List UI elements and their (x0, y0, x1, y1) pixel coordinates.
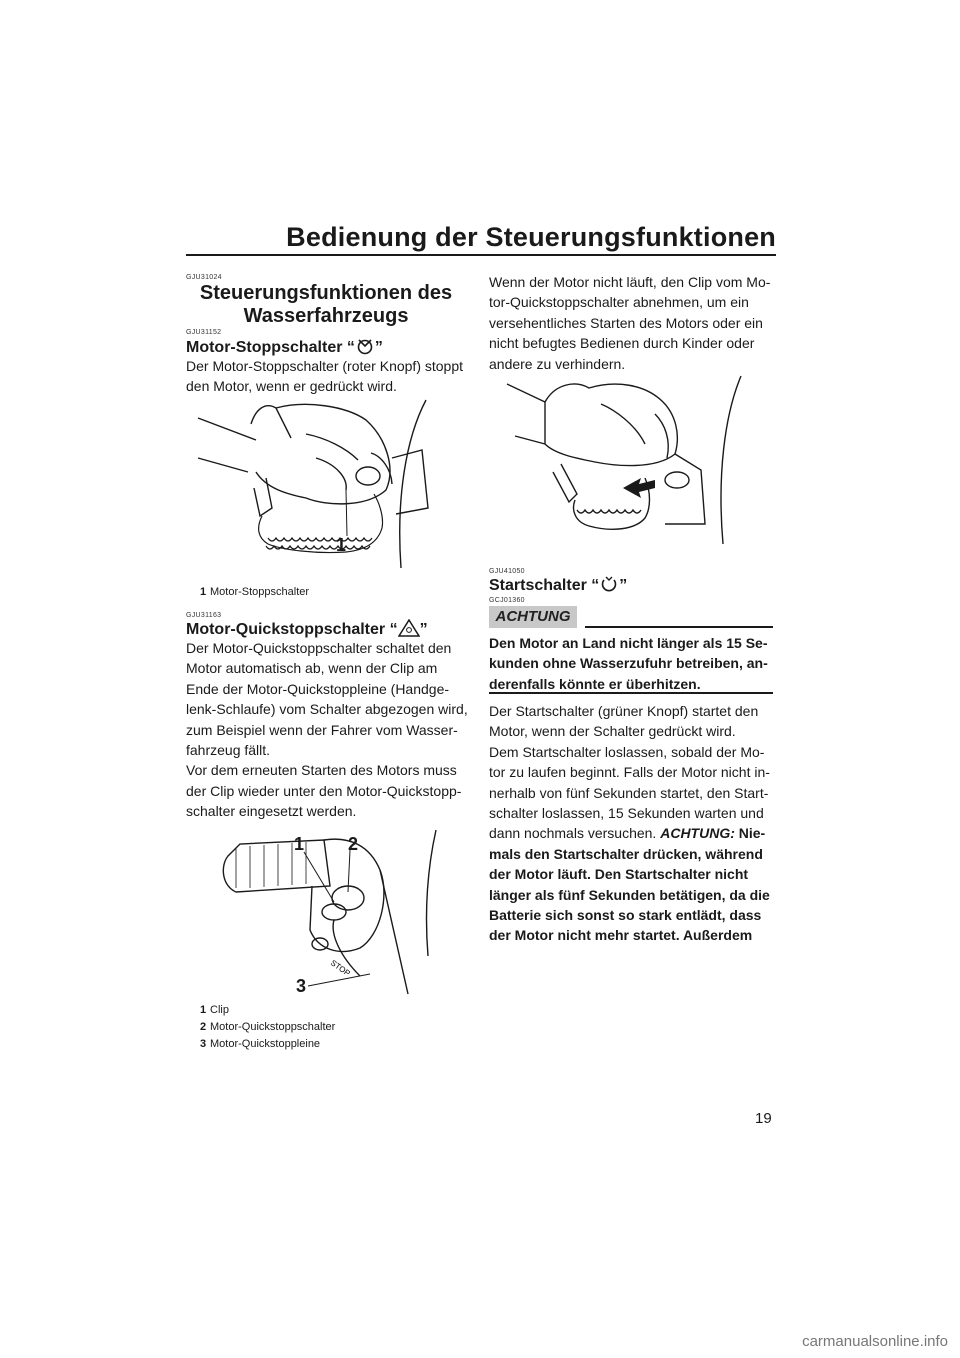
start-switch-heading-suffix: ” (619, 577, 628, 594)
start-body-line: schalter loslassen, 15 Sekunden warten und (489, 805, 764, 822)
clip-removal-illustration (505, 374, 750, 549)
quickstop-line: der Clip wieder unter den Motor-Quickstopp- (186, 782, 462, 799)
caption-text: Motor-Quickstoppleine (210, 1038, 321, 1050)
stop-switch-code: GJU31152 (186, 329, 222, 336)
page-number: 19 (755, 1110, 772, 1127)
quickstop-heading-suffix: ” (419, 621, 428, 638)
caution-line: derenfalls könnte er überhitzen. (489, 675, 701, 692)
quickstop-heading-prefix: Motor-Quickstoppschalter “ (186, 621, 398, 638)
section-code: GJU31024 (186, 274, 222, 281)
stop-switch-illustration (196, 398, 441, 580)
stop-switch-body (186, 356, 471, 397)
start-switch-body (489, 701, 779, 946)
start-body-line: nerhalb von fünf Sekunden startet, den Start- (489, 784, 769, 801)
caution-line: kunden ohne Wasserzufuhr betreiben, an- (489, 655, 768, 672)
start-bold-line: der Motor nicht mehr startet. Außerdem (489, 927, 753, 944)
title-rule (186, 254, 776, 256)
section-title-line1: Steuerungsfunktionen des (199, 282, 453, 304)
start-switch-code: GJU41050 (489, 568, 525, 575)
start-body-line: Motor, wenn der Schalter gedrückt wird. (489, 723, 736, 740)
start-symbol-icon (599, 575, 619, 593)
stop-figure-label-1: 1 (336, 535, 347, 555)
quickstop-heading (186, 619, 428, 639)
section-title (186, 282, 466, 328)
quickstop-line: schalter eingesetzt werden. (186, 803, 357, 820)
stop-caption (200, 584, 309, 601)
start-switch-heading-prefix: Startschalter “ (489, 577, 600, 594)
start-bold-line: mals den Startschalter drücken, während (489, 845, 763, 862)
mixed-italic-achtung: ACHTUNG: (660, 825, 735, 842)
quickstop-line: lenk-Schlaufe) vom Schalter abgezogen wird, (186, 701, 468, 718)
caption-num: 3 (200, 1038, 207, 1050)
stop-symbol-icon (355, 337, 375, 355)
right-intro (489, 272, 779, 374)
quickstop-caption-row (200, 1036, 335, 1053)
quickstop-line: Motor automatisch ab, wenn der Clip am (186, 660, 438, 677)
quickstop-caption-row (200, 1019, 335, 1036)
quickstop-body (186, 638, 471, 822)
start-switch-heading (489, 575, 627, 595)
stop-switch-heading (186, 337, 383, 357)
quickstop-captions (200, 1002, 335, 1053)
quickstop-line: fahrzeug fällt. (186, 742, 271, 759)
quickstop-line: Ende der Motor-Quickstoppleine (Handge- (186, 680, 450, 697)
caption-text: Clip (210, 1004, 229, 1016)
quickstop-figure-label-3: 3 (296, 976, 307, 996)
start-body-mixed-line (489, 823, 779, 843)
caution-bottom-rule (489, 692, 773, 694)
right-intro-line: andere zu verhindern. (489, 355, 626, 372)
quickstop-line: Vor dem erneuten Starten des Motors muss (186, 762, 457, 779)
caption-num: 1 (200, 1004, 207, 1016)
right-intro-line: tor-Quickstoppschalter abnehmen, um ein (489, 294, 749, 311)
quickstop-figure-label-2: 2 (348, 834, 359, 854)
quickstop-line: zum Beispiel wenn der Fahrer vom Wasser- (186, 721, 458, 738)
stop-switch-body-line: den Motor, wenn er gedrückt wird. (186, 378, 397, 395)
start-body-line: Dem Startschalter loslassen, sobald der Mo- (489, 743, 765, 760)
caption-text: Motor-Quickstoppschalter (210, 1021, 336, 1033)
page-title: Bedienung der Steuerungsfunktionen (286, 222, 776, 252)
section-title-line2: Wasserfahrzeugs (243, 305, 409, 327)
right-intro-line: nicht befugtes Bedienen durch Kinder oder (489, 335, 755, 352)
caution-label: ACHTUNG (489, 606, 577, 628)
start-bold-line: Batterie sich sonst so stark entlädt, dass (489, 907, 762, 924)
stop-caption-text: Motor-Stoppschalter (210, 586, 310, 598)
stop-switch-heading-suffix: ” (374, 339, 383, 356)
caution-text (489, 633, 779, 694)
quickstop-figure-label-1: 1 (294, 834, 305, 854)
quickstop-line: Der Motor-Quickstoppschalter schaltet den (186, 640, 452, 656)
mixed-plain: dann nochmals versuchen. (489, 825, 661, 842)
right-intro-line: Wenn der Motor nicht läuft, den Clip vom Mo- (489, 274, 771, 290)
stop-switch-body-line: Der Motor-Stoppschalter (roter Knopf) stoppt (186, 358, 464, 374)
start-bold-line: länger als fünf Sekunden betätigen, da die (489, 886, 770, 903)
mixed-bold: Nie- (734, 825, 766, 842)
caption-num: 2 (200, 1021, 207, 1033)
quickstop-caption-row (200, 1002, 335, 1019)
svg-text:STOP: STOP (328, 958, 352, 979)
start-body-line: Der Startschalter (grüner Knopf) startet den (489, 703, 759, 719)
right-intro-line: versehentliches Starten des Motors oder ein (489, 314, 763, 331)
quickstop-code: GJU31163 (186, 612, 222, 619)
start-bold-line: der Motor läuft. Den Startschalter nicht (489, 866, 749, 883)
quickstop-warning-icon (398, 619, 420, 637)
stop-switch-heading-prefix: Motor-Stoppschalter “ (186, 339, 355, 356)
footer-watermark: carmanualsonline.info (802, 1333, 948, 1350)
caution-top-rule (585, 626, 773, 628)
caution-code: GCJ01360 (489, 597, 525, 604)
caution-line: Den Motor an Land nicht länger als 15 Se- (489, 635, 768, 651)
start-body-line: tor zu laufen beginnt. Falls der Motor nicht in- (489, 764, 770, 781)
quickstop-illustration (210, 826, 445, 1004)
stop-caption-num: 1 (200, 586, 207, 598)
